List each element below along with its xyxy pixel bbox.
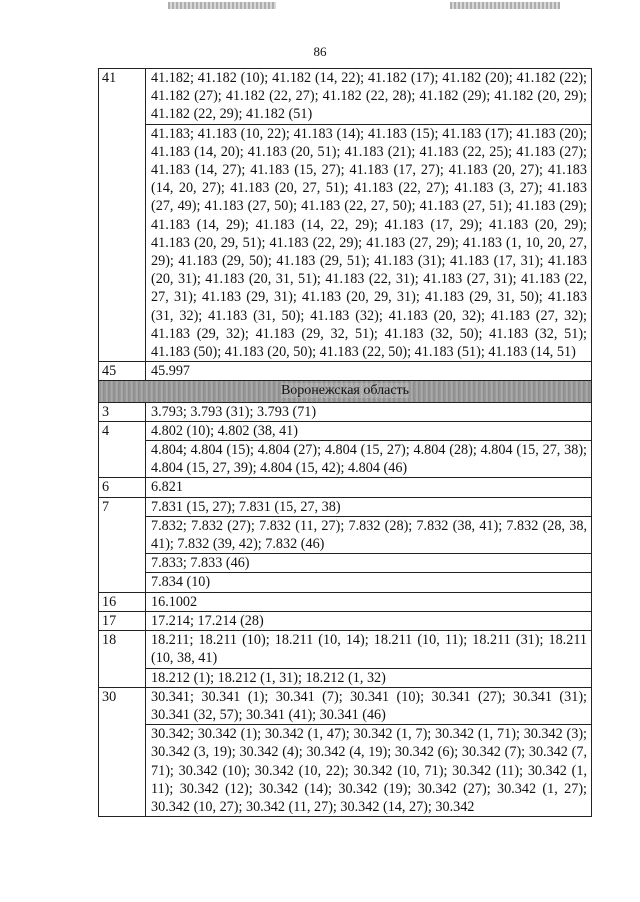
row-code: 30 [99, 687, 146, 724]
table-row [99, 573, 592, 592]
row-code: 16 [99, 592, 146, 611]
row-code: 18 [99, 631, 146, 668]
row-value: 30.341; 30.341 (1); 30.341 (7); 30.341 (10); 30.341 (27); 30.341 (31); 30.341 (32, 57); 30.341 (41); 30.341 (46) [146, 687, 592, 724]
row-code: 41 [99, 69, 146, 125]
row-code-empty [99, 554, 146, 573]
scan-artifact-right [450, 2, 560, 9]
scan-artifact-left [168, 2, 276, 9]
row-value: 4.804; 4.804 (15); 4.804 (27); 4.804 (15, 27); 4.804 (28); 4.804 (15, 27, 38); 4.804 (15, 27, 39); 4.804 (15, 42); 4.804 (46) [146, 441, 592, 478]
row-code: 3 [99, 402, 146, 421]
table-row [99, 69, 592, 125]
region-header-row [99, 381, 592, 402]
row-code: 7 [99, 497, 146, 516]
row-code: 4 [99, 421, 146, 440]
row-code: 6 [99, 478, 146, 497]
row-code-empty [99, 516, 146, 553]
row-value: 41.183; 41.183 (10, 22); 41.183 (14); 41.183 (15); 41.183 (17); 41.183 (20); 41.183 (14, 20); 41.183 (20, 51); 41.183 (21); 41.183 (22, 25); 41.183 (27); 41.183 (14, 27); 41.183 (15, 27); 41.183 (17, 27); 41.183 (20, 27); 41.183 (14, 20, 27); 41.183 (20, 27, 51); 41.183 (22, 27); 41.183 (3, 27); 41.183 (27, 49); 41.183 (27, 50); 41.183 (22, 27, 50); 41.183 (27, 51); 41.183 (29); 41.183 (14, 29); 41.183 (14, 22, 29); 41.183 (17, 29); 41.183 (20, 29); 41.183 (20, 29, 51); 41.183 (22, 29); 41.183 (27, 29); 41.183 (1, 10, 20, 27, 29); 41.183 (29, 50); 41.183 (29, 51); 41.183 (31); 41.183 (17, 31); 41.183 (20, 31); 41.183 (20, 31, 51); 41.183 (22, 31); 41.183 (27, 31); 41.183 (22, 27, 31); 41.183 (29, 31); 41.183 (20, 29, 31); 41.183 (29, 31, 50); 41.183 (31, 32); 41.183 (31, 50); 41.183 (32); 41.183 (20, 32); 41.183 (27, 32); 41.183 (29, 32); 41.183 (29, 32, 51); 41.183 (32, 50); 41.183 (32, 51); 41.183 (50); 41.183 (20, 50); 41.183 (22, 50); 41.183 (51); 41.183 (14, 51) [146, 124, 592, 362]
region-header [99, 381, 592, 402]
row-value: 30.342; 30.342 (1); 30.342 (1, 47); 30.342 (1, 7); 30.342 (1, 71); 30.342 (3); 30.342 (3, 19); 30.342 (4); 30.342 (4, 19); 30.342 (6); 30.342 (7); 30.342 (7, 71); 30.342 (10); 30.342 (10, 22); 30.342 (10, 71); 30.342 (11); 30.342 (1, 11); 30.342 (12); 30.342 (14); 30.342 (19); 30.342 (27); 30.342 (1, 27); 30.342 (10, 27); 30.342 (11, 27); 30.342 (14, 27); 30.342 [146, 725, 592, 817]
table-row [99, 402, 592, 421]
table-row [99, 592, 592, 611]
row-code: 45 [99, 362, 146, 381]
row-value: 4.802 (10); 4.802 (38, 41) [146, 421, 592, 440]
code-table [98, 68, 592, 817]
table-row [99, 611, 592, 630]
region-name: Воронежская область [280, 383, 410, 399]
row-value: 17.214; 17.214 (28) [146, 611, 592, 630]
table-row [99, 421, 592, 440]
row-code-empty [99, 441, 146, 478]
row-code: 17 [99, 611, 146, 630]
table-row [99, 362, 592, 381]
row-code-empty [99, 124, 146, 362]
row-value: 6.821 [146, 478, 592, 497]
table-row [99, 441, 592, 478]
table-row [99, 725, 592, 817]
row-value: 18.211; 18.211 (10); 18.211 (10, 14); 18.211 (10, 11); 18.211 (31); 18.211 (10, 38, 41) [146, 631, 592, 668]
table-row [99, 497, 592, 516]
row-value: 45.997 [146, 362, 592, 381]
row-value: 18.212 (1); 18.212 (1, 31); 18.212 (1, 32) [146, 668, 592, 687]
row-value: 3.793; 3.793 (31); 3.793 (71) [146, 402, 592, 421]
row-code-empty [99, 573, 146, 592]
table-row [99, 554, 592, 573]
page-number: 86 [313, 44, 327, 59]
table-row [99, 124, 592, 362]
row-code-empty [99, 725, 146, 817]
table-row [99, 516, 592, 553]
row-value: 7.833; 7.833 (46) [146, 554, 592, 573]
row-value: 41.182; 41.182 (10); 41.182 (14, 22); 41.182 (17); 41.182 (20); 41.182 (22); 41.182 (27); 41.182 (22, 27); 41.182 (22, 28); 41.182 (29); 41.182 (20, 29); 41.182 (22, 29); 41.182 (51) [146, 69, 592, 125]
row-value: 7.832; 7.832 (27); 7.832 (11, 27); 7.832 (28); 7.832 (38, 41); 7.832 (28, 38, 41); 7.832 (39, 42); 7.832 (46) [146, 516, 592, 553]
row-code-empty [99, 668, 146, 687]
row-value: 7.831 (15, 27); 7.831 (15, 27, 38) [146, 497, 592, 516]
table-row [99, 687, 592, 724]
table-row [99, 668, 592, 687]
table-row [99, 478, 592, 497]
row-value: 7.834 (10) [146, 573, 592, 592]
table-row [99, 631, 592, 668]
row-value: 16.1002 [146, 592, 592, 611]
